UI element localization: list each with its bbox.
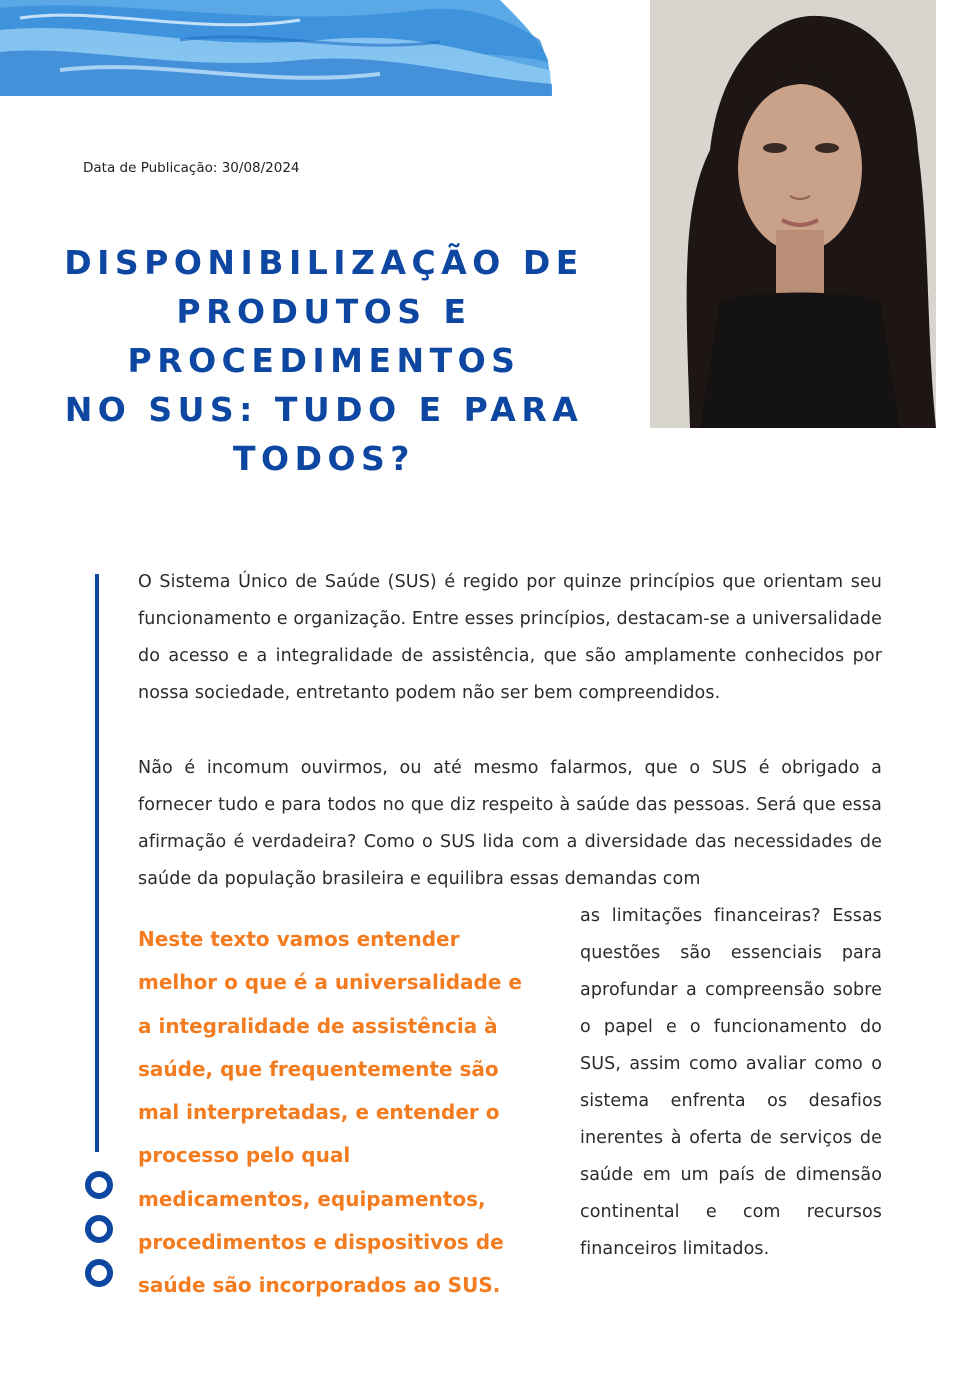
title-line: NO SUS: TUDO E PARA <box>64 390 584 429</box>
decorative-circle-icon <box>85 1171 113 1199</box>
callout-line: melhor o que é a universalidade e <box>138 970 522 995</box>
decorative-circle-icon <box>85 1215 113 1243</box>
paragraph-second: Não é incomum ouvirmos, ou até mesmo falarmos, que o SUS é obrigado a fornecer tudo e para todos no que diz respeito à saúde das pessoas. Será que essa afirmação é verdadeira? Como o SUS lida com a diversidade das necessidades de saúde da população brasileira e equilibra essas demandas com <box>138 758 882 889</box>
article-title <box>0 238 648 483</box>
callout-line: processo pelo qual <box>138 1143 351 1168</box>
paragraph-continuation: as limitações financeiras? Essas questões são essenciais para aprofundar a compreensão sobre o papel e o funcionamento do SUS, assim como avaliar como o sistema enfrenta os desafios inerentes à oferta de serviços de saúde em um país de dimensão continental e com recursos financeiros limitados. <box>580 906 882 1259</box>
callout-line: Neste texto vamos entender <box>138 927 460 951</box>
accent-vertical-line <box>95 574 99 1152</box>
author-portrait-image <box>650 0 936 428</box>
decorative-circle-icon <box>85 1259 113 1287</box>
callout-line: mal interpretadas, e entender o <box>138 1100 500 1125</box>
publication-date: Data de Publicação: 30/08/2024 <box>83 160 300 176</box>
highlight-callout <box>138 918 538 1308</box>
title-line: DISPONIBILIZAÇÃO DE <box>64 243 584 282</box>
author-photo <box>650 0 936 428</box>
callout-line: procedimentos e dispositivos de <box>138 1230 504 1255</box>
title-line: PRODUTOS E PROCEDIMENTOS <box>127 292 521 380</box>
paragraph-intro: O Sistema Único de Saúde (SUS) é regido por quinze princípios que orientam seu funcionamento e organização. Entre esses princípios, destacam-se a universalidade do acesso e a integralidade de assistência, que são amplamente conhecidos por nossa sociedade, entretanto podem não ser bem compreendidos. <box>138 572 882 703</box>
callout-line: saúde são incorporados ao SUS. <box>138 1273 501 1298</box>
callout-line: a integralidade de assistência à <box>138 1013 498 1038</box>
watercolor-wave-banner <box>0 0 560 100</box>
callout-line: saúde, que frequentemente são <box>138 1056 499 1081</box>
title-line: TODOS? <box>233 439 415 478</box>
callout-line: medicamentos, equipamentos, <box>138 1186 486 1211</box>
